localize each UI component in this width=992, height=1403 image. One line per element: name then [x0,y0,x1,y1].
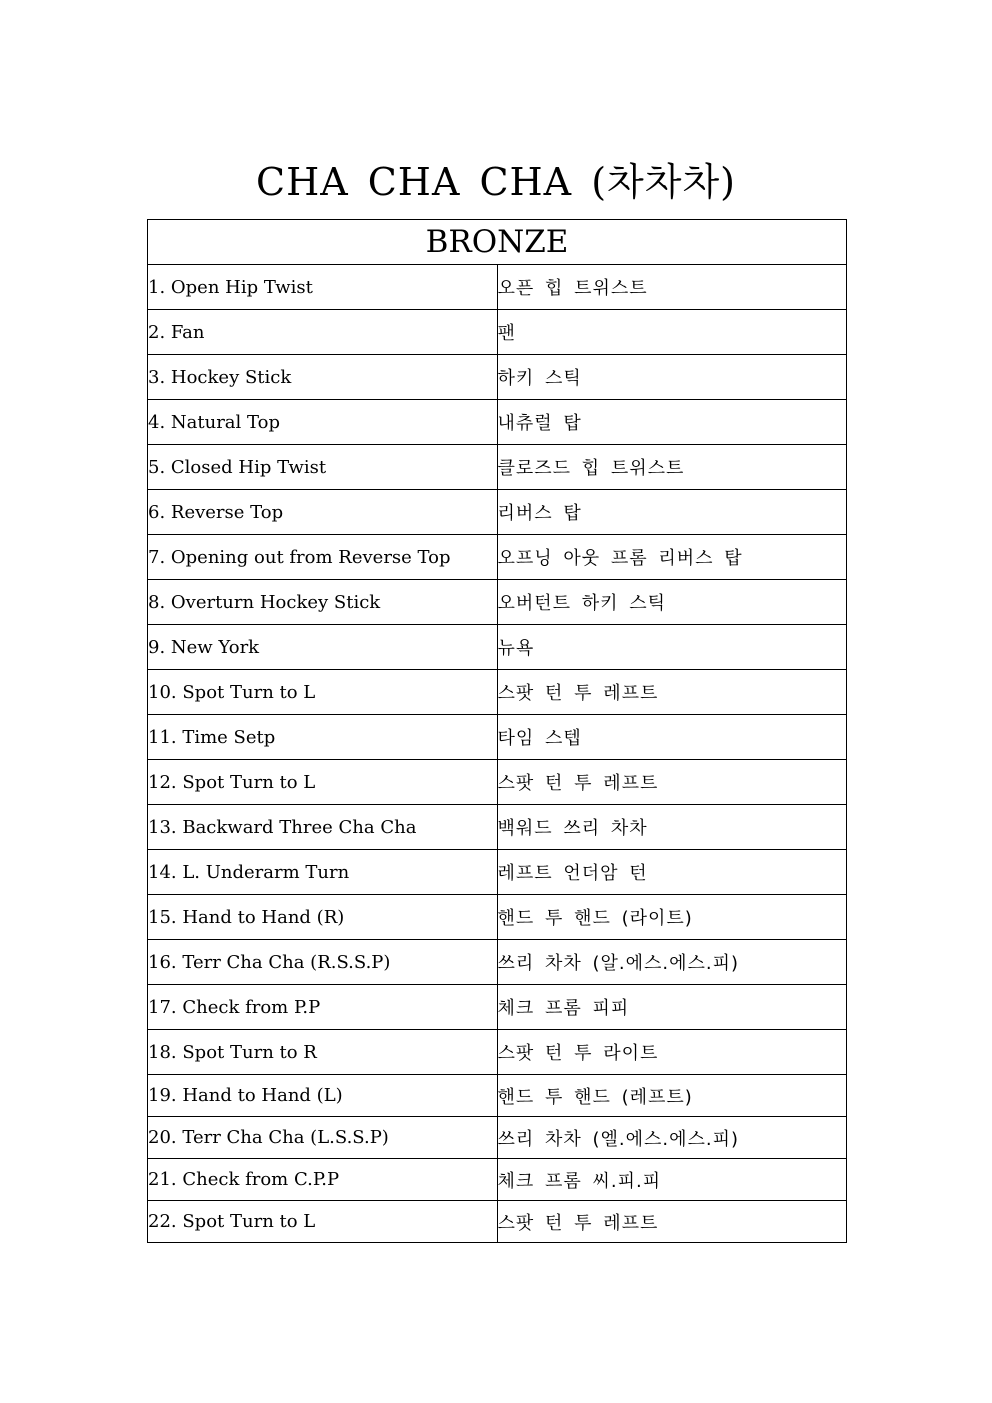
table-row [148,850,847,895]
table-row [148,625,847,670]
table-row [148,1075,847,1117]
step-name-en: 6. Reverse Top [148,490,498,535]
step-name-en: 20. Terr Cha Cha (L.S.S.P) [148,1117,498,1159]
step-name-en: 11. Time Setp [148,715,498,760]
step-name-ko: 스팟 턴 투 레프트 [497,1201,847,1243]
step-name-ko: 오버턴트 하키 스틱 [497,580,847,625]
table-row [148,760,847,805]
table-row [148,985,847,1030]
step-name-en: 21. Check from C.P.P [148,1159,498,1201]
table-row [148,535,847,580]
table-row [148,670,847,715]
step-name-en: 16. Terr Cha Cha (R.S.S.P) [148,940,498,985]
step-name-ko: 뉴욕 [497,625,847,670]
step-name-ko: 쓰리 차차 (알.에스.에스.피) [497,940,847,985]
table-row [148,265,847,310]
step-name-ko: 핸드 투 핸드 (레프트) [497,1075,847,1117]
step-name-ko: 팬 [497,310,847,355]
step-name-ko: 레프트 언더암 턴 [497,850,847,895]
step-name-ko: 스팟 턴 투 라이트 [497,1030,847,1075]
step-name-en: 13. Backward Three Cha Cha [148,805,498,850]
step-name-en: 7. Opening out from Reverse Top [148,535,498,580]
table-row [148,1030,847,1075]
table-row [148,445,847,490]
step-name-en: 14. L. Underarm Turn [148,850,498,895]
step-name-en: 18. Spot Turn to R [148,1030,498,1075]
step-name-en: 10. Spot Turn to L [148,670,498,715]
step-name-ko: 핸드 투 핸드 (라이트) [497,895,847,940]
step-name-ko: 스팟 턴 투 레프트 [497,670,847,715]
step-name-ko: 타임 스텝 [497,715,847,760]
step-name-ko: 리버스 탑 [497,490,847,535]
step-name-en: 12. Spot Turn to L [148,760,498,805]
table-row [148,310,847,355]
step-name-en: 17. Check from P.P [148,985,498,1030]
table-row [148,940,847,985]
step-name-ko: 체크 프롬 씨.피.피 [497,1159,847,1201]
step-name-ko: 오프닝 아웃 프롬 리버스 탑 [497,535,847,580]
step-name-en: 22. Spot Turn to L [148,1201,498,1243]
step-name-ko: 내츄럴 탑 [497,400,847,445]
table-row [148,1201,847,1243]
step-name-ko: 쓰리 차차 (엘.에스.에스.피) [497,1117,847,1159]
table-row [148,1159,847,1201]
table-row [148,895,847,940]
step-name-ko: 체크 프롬 피피 [497,985,847,1030]
step-name-en: 2. Fan [148,310,498,355]
table-row [148,580,847,625]
step-name-en: 4. Natural Top [148,400,498,445]
section-header-row [148,220,847,265]
table-row [148,400,847,445]
step-name-ko: 백워드 쓰리 차차 [497,805,847,850]
section-header: BRONZE [148,220,847,265]
step-name-ko: 스팟 턴 투 레프트 [497,760,847,805]
step-name-en: 19. Hand to Hand (L) [148,1075,498,1117]
step-name-ko: 오픈 힙 트위스트 [497,265,847,310]
table-row [148,715,847,760]
step-name-en: 15. Hand to Hand (R) [148,895,498,940]
step-name-en: 9. New York [148,625,498,670]
step-name-en: 8. Overturn Hockey Stick [148,580,498,625]
step-name-en: 3. Hockey Stick [148,355,498,400]
step-name-en: 1. Open Hip Twist [148,265,498,310]
page-title: CHA CHA CHA (차차차) [256,160,736,204]
table-row [148,355,847,400]
step-name-ko: 클로즈드 힙 트위스트 [497,445,847,490]
step-name-en: 5. Closed Hip Twist [148,445,498,490]
table-row [148,490,847,535]
steps-table [147,219,847,1243]
table-row [148,805,847,850]
table-row [148,1117,847,1159]
step-name-ko: 하키 스틱 [497,355,847,400]
